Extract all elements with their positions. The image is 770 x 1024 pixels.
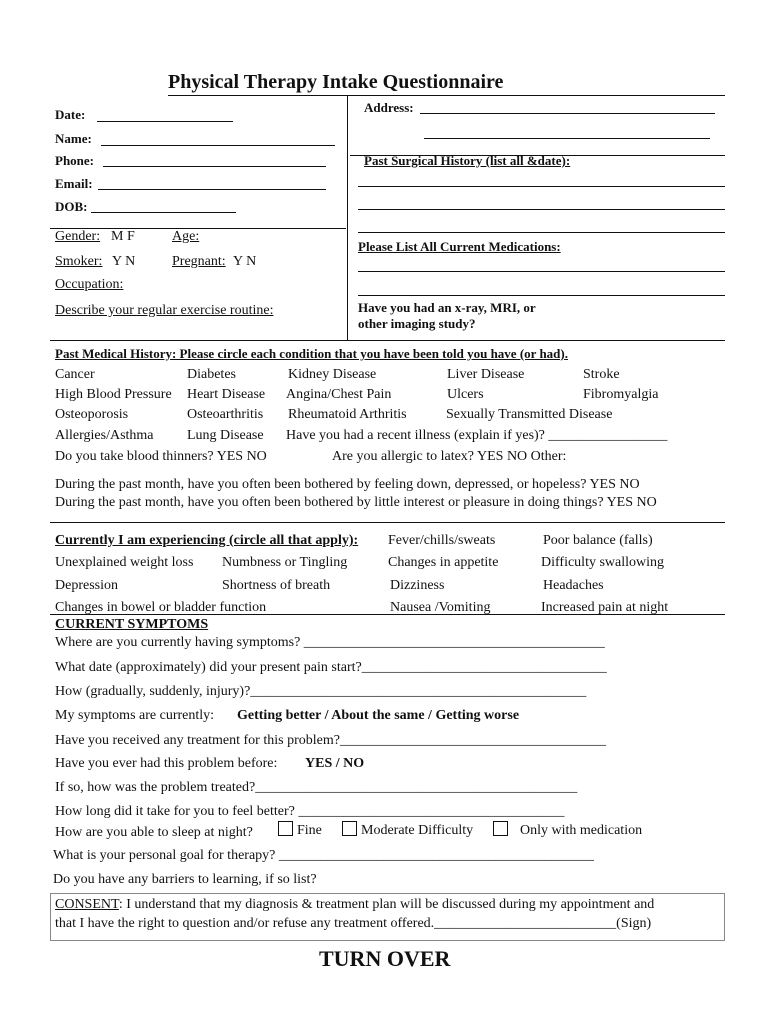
condition-liver-disease[interactable]: Liver Disease xyxy=(447,367,525,382)
symptom-poor-balance[interactable]: Poor balance (falls) xyxy=(543,533,653,548)
symptom-nausea[interactable]: Nausea /Vomiting xyxy=(390,600,491,615)
symptom-status-label: My symptoms are currently: xyxy=(55,708,215,723)
title-rule xyxy=(168,95,725,96)
age-label: Age: xyxy=(172,229,200,244)
symptoms-location-question[interactable]: Where are you currently having symptoms? ___________________________________________ xyxy=(55,635,605,650)
symptom-appetite[interactable]: Changes in appetite xyxy=(388,555,499,570)
dob-label: DOB: xyxy=(55,199,88,214)
pregnant-options[interactable]: Y N xyxy=(233,254,257,269)
symptom-depression[interactable]: Depression xyxy=(55,578,118,593)
condition-std[interactable]: Sexually Transmitted Disease xyxy=(446,407,613,422)
symptom-bowel-bladder[interactable]: Changes in bowel or bladder function xyxy=(55,600,267,615)
latex-allergy-question[interactable]: Are you allergic to latex? YES NO Other: xyxy=(332,449,567,464)
smoker-options[interactable]: Y N xyxy=(112,254,136,269)
symptom-dizziness[interactable]: Dizziness xyxy=(390,578,445,593)
email-label: Email: xyxy=(55,176,93,191)
imaging-question-line-1: Have you had an x-ray, MRI, or xyxy=(358,300,536,315)
checkbox-medication[interactable] xyxy=(493,821,508,836)
smoker-label: Smoker: xyxy=(55,254,103,269)
medications-label: Please List All Current Medications: xyxy=(358,239,561,254)
name-field[interactable] xyxy=(101,145,335,146)
onset-type-question[interactable]: How (gradually, suddenly, injury)?________________________________________________ xyxy=(55,684,587,699)
symptom-fever[interactable]: Fever/chills/sweats xyxy=(388,533,496,548)
section-rule-3 xyxy=(50,614,725,615)
consent-sign-line[interactable]: that I have the right to question and/or refuse any treatment offered.__________________________(Sign) xyxy=(55,916,652,931)
recent-illness-question[interactable]: Have you had a recent illness (explain if yes)? _________________ xyxy=(286,428,668,443)
checkbox-moderate[interactable] xyxy=(342,821,357,836)
condition-rheumatoid-arthritis[interactable]: Rheumatoid Arthritis xyxy=(288,407,407,422)
phone-field[interactable] xyxy=(103,166,326,167)
medical-history-heading: Past Medical History: Please circle each condition that you have been told you have (or had). xyxy=(55,346,568,361)
address-line-1[interactable] xyxy=(420,113,715,114)
condition-angina[interactable]: Angina/Chest Pain xyxy=(286,387,392,402)
pregnant-label: Pregnant: xyxy=(172,254,226,269)
symptom-weight-loss[interactable]: Unexplained weight loss xyxy=(55,555,194,570)
turn-over-label: TURN OVER xyxy=(319,946,451,971)
surgical-line-1[interactable] xyxy=(358,186,725,187)
exercise-label: Describe your regular exercise routine: xyxy=(55,303,274,318)
sleep-medication-option[interactable] xyxy=(493,821,642,839)
dob-field[interactable] xyxy=(91,212,236,213)
experiencing-heading: Currently I am experiencing (circle all that apply): xyxy=(55,533,359,548)
condition-lung-disease[interactable]: Lung Disease xyxy=(187,428,264,443)
sleep-moderate-label: Moderate Difficulty xyxy=(361,823,474,838)
consent-text-line-1 xyxy=(55,897,654,913)
condition-osteoporosis[interactable]: Osteoporosis xyxy=(55,407,129,422)
surgical-line-2[interactable] xyxy=(358,209,725,210)
symptom-swallowing[interactable]: Difficulty swallowing xyxy=(541,555,665,570)
recovery-time-question[interactable]: How long did it take for you to feel better? ______________________________________ xyxy=(55,804,565,819)
address-line-2[interactable] xyxy=(424,138,710,139)
condition-fibromyalgia[interactable]: Fibromyalgia xyxy=(583,387,659,402)
sleep-question-label: How are you able to sleep at night? xyxy=(55,825,253,840)
condition-high-blood-pressure[interactable]: High Blood Pressure xyxy=(55,387,172,402)
condition-heart-disease[interactable]: Heart Disease xyxy=(187,387,266,402)
column-divider xyxy=(347,96,348,340)
condition-osteoarthritis[interactable]: Osteoarthritis xyxy=(187,407,264,422)
current-symptoms-heading: CURRENT SYMPTOMS xyxy=(55,617,209,632)
symptom-headaches[interactable]: Headaches xyxy=(543,578,604,593)
section-rule xyxy=(50,340,725,341)
sleep-fine-label: Fine xyxy=(297,823,322,838)
symptom-night-pain[interactable]: Increased pain at night xyxy=(541,600,669,615)
pain-start-question[interactable]: What date (approximately) did your present pain start?___________________________________ xyxy=(55,660,607,675)
condition-stroke[interactable]: Stroke xyxy=(583,367,620,382)
sleep-medication-label: Only with medication xyxy=(520,823,643,838)
depression-question-2[interactable]: During the past month, have you often been bothered by little interest or pleasure in doing things? YES NO xyxy=(55,495,657,510)
date-field[interactable] xyxy=(97,121,233,122)
symptom-shortness-breath[interactable]: Shortness of breath xyxy=(222,578,331,593)
surgical-top-rule xyxy=(350,155,725,156)
prior-problem-label: Have you ever had this problem before: xyxy=(55,756,278,771)
treatment-received-question[interactable]: Have you received any treatment for this problem?______________________________________ xyxy=(55,733,606,748)
symptom-status-options[interactable]: Getting better / About the same / Getting worse xyxy=(237,708,520,723)
medications-line-1[interactable] xyxy=(358,271,725,272)
imaging-question-line-2: other imaging study? xyxy=(358,316,476,331)
blood-thinners-question[interactable]: Do you take blood thinners? YES NO xyxy=(55,449,267,464)
surgical-history-label: Past Surgical History (list all &date): xyxy=(364,153,571,168)
surgical-line-3[interactable] xyxy=(358,232,725,233)
condition-allergies-asthma[interactable]: Allergies/Asthma xyxy=(55,428,154,443)
prior-problem-options[interactable]: YES / NO xyxy=(305,756,365,771)
consent-statement: : I understand that my diagnosis & treatment plan will be discussed during my appointment and xyxy=(118,897,655,912)
checkbox-fine[interactable] xyxy=(278,821,293,836)
name-label: Name: xyxy=(55,131,92,146)
gender-options[interactable]: M F xyxy=(111,229,135,244)
medications-line-2[interactable] xyxy=(358,295,725,296)
consent-label: CONSENT xyxy=(55,897,119,912)
condition-kidney-disease[interactable]: Kidney Disease xyxy=(288,367,377,382)
page-title: Physical Therapy Intake Questionnaire xyxy=(168,71,504,93)
condition-cancer[interactable]: Cancer xyxy=(55,367,95,382)
depression-question-1[interactable]: During the past month, have you often been bothered by feeling down, depressed, or hopeless? YES NO xyxy=(55,477,640,492)
email-field[interactable] xyxy=(98,189,326,190)
sleep-fine-option[interactable] xyxy=(278,821,322,839)
gender-label: Gender: xyxy=(55,229,101,244)
learning-barriers-question[interactable]: Do you have any barriers to learning, if so list? xyxy=(53,872,317,887)
condition-ulcers[interactable]: Ulcers xyxy=(447,387,484,402)
occupation-label: Occupation: xyxy=(55,277,124,292)
symptom-numbness[interactable]: Numbness or Tingling xyxy=(222,555,348,570)
date-label: Date: xyxy=(55,107,86,122)
section-rule-2 xyxy=(50,522,725,523)
phone-label: Phone: xyxy=(55,153,94,168)
sleep-moderate-option[interactable] xyxy=(342,821,473,839)
condition-diabetes[interactable]: Diabetes xyxy=(187,367,236,382)
address-label: Address: xyxy=(364,100,414,115)
therapy-goal-question[interactable]: What is your personal goal for therapy? _____________________________________________ xyxy=(53,848,594,863)
prior-treatment-question[interactable]: If so, how was the problem treated?______________________________________________ xyxy=(55,780,578,795)
